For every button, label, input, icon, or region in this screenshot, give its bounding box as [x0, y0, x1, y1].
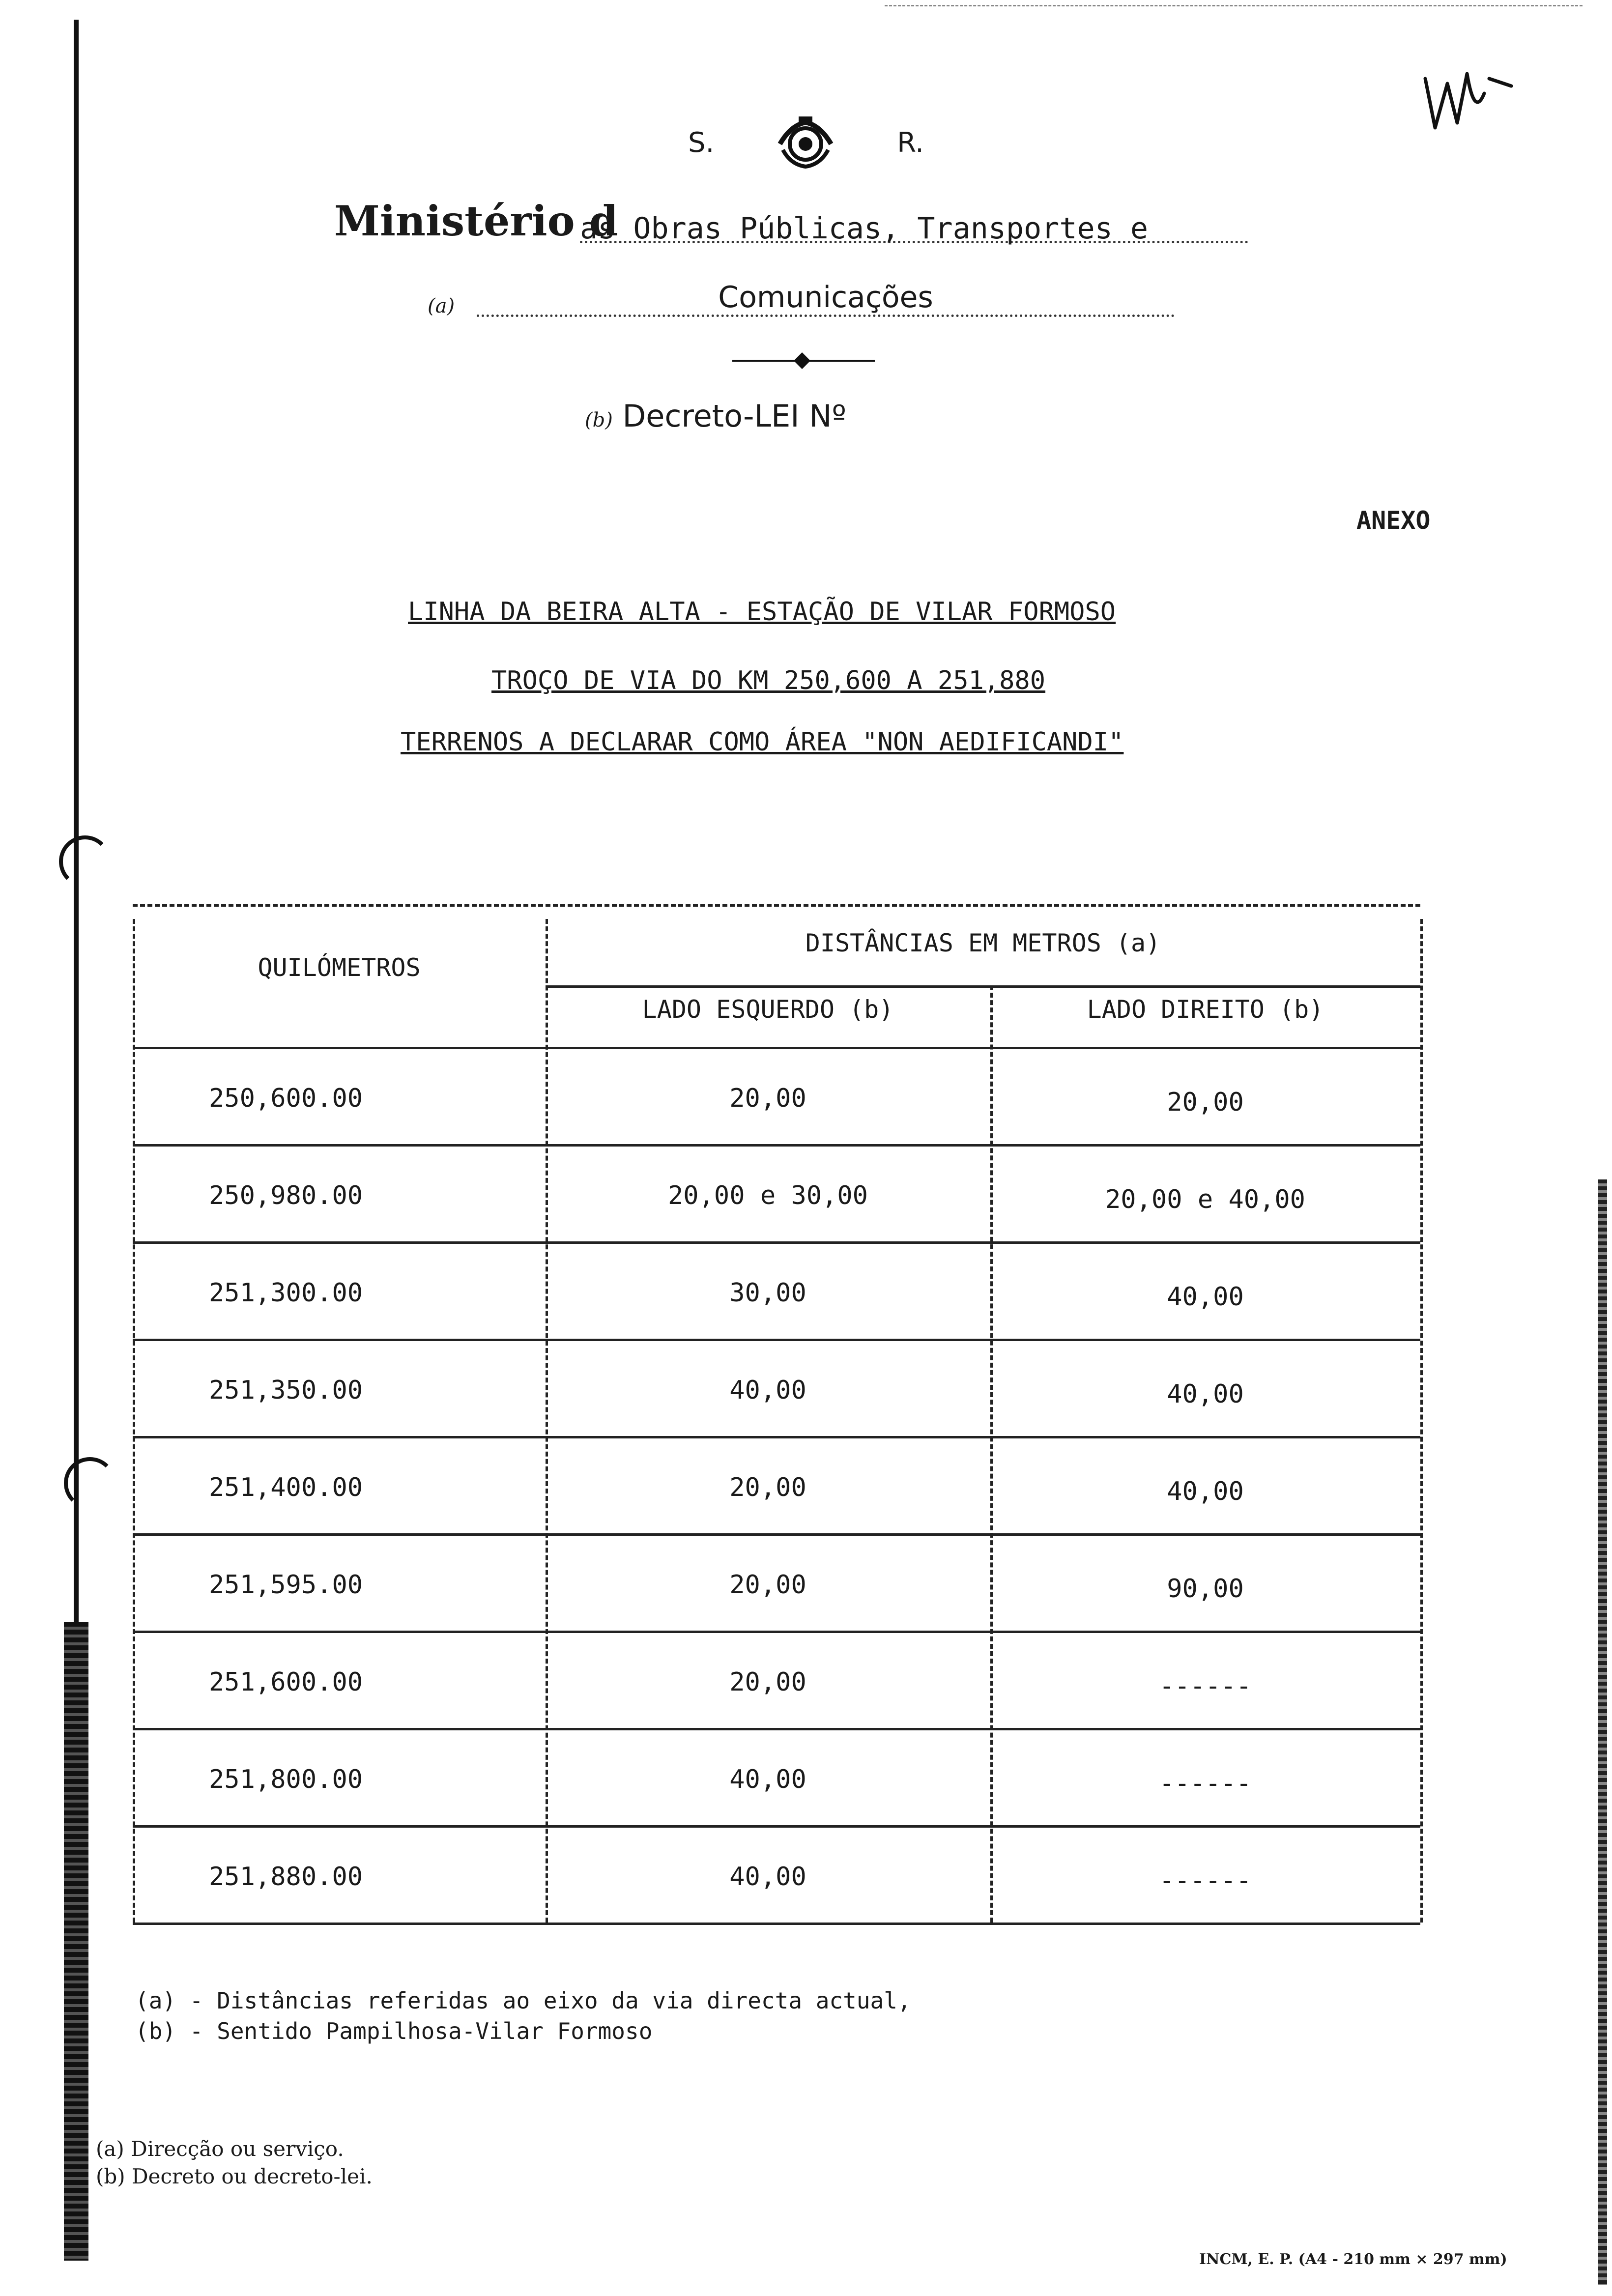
punch-hole-top [59, 835, 111, 888]
republic-header [688, 113, 924, 172]
right-scan-edge [1598, 1179, 1607, 2285]
table-row-rule [133, 1144, 1420, 1147]
row-4-left: 20,00 [729, 1473, 806, 1502]
row-8-right: ------ [1159, 1866, 1252, 1895]
handwritten-initials [1420, 64, 1519, 138]
row-1-km: 250,980.00 [209, 1181, 363, 1210]
header-bottom-rule [133, 1047, 1420, 1049]
title-line-2: TROÇO DE VIA DO KM 250,600 A 251,880 [491, 666, 1046, 695]
row-1-left: 20,00 e 30,00 [668, 1181, 868, 1210]
row-5-left: 20,00 [729, 1570, 806, 1600]
table-row-rule [133, 1339, 1420, 1341]
row-3-right: 40,00 [1167, 1379, 1244, 1409]
row-5-km: 251,595.00 [209, 1570, 363, 1600]
print-mark: INCM, E. P. (A4 - 210 mm × 297 mm) [1199, 2251, 1507, 2268]
row-6-km: 251,600.00 [209, 1667, 363, 1697]
row-4-right: 40,00 [1167, 1477, 1244, 1506]
punch-hole-bottom [64, 1457, 116, 1509]
field-marker-b: (b) [585, 409, 613, 431]
row-0-left: 20,00 [729, 1084, 806, 1113]
annex-label: ANEXO [1356, 506, 1431, 535]
coat-of-arms-icon [776, 115, 835, 170]
row-4-km: 251,400.00 [209, 1473, 363, 1502]
title-line-3: TERRENOS A DECLARAR COMO ÁREA "NON AEDIFICANDI" [401, 727, 1124, 757]
decree-line [585, 398, 846, 434]
table-row-rule [133, 1825, 1420, 1828]
header-group-rule [546, 985, 1420, 988]
row-0-km: 250,600.00 [209, 1084, 363, 1113]
ministry-subname-field: Comunicações [477, 280, 1175, 317]
binder-stitching [64, 1622, 88, 2261]
table-row-rule [133, 1923, 1420, 1925]
header-distances: DISTÂNCIAS EM METROS (a) [805, 929, 1161, 957]
table-right-rule [1420, 919, 1423, 1923]
row-7-right: ------ [1159, 1769, 1252, 1798]
row-2-left: 30,00 [729, 1278, 806, 1308]
ministry-label: Ministério d [334, 197, 618, 245]
row-2-right: 40,00 [1167, 1282, 1244, 1312]
header-right-side: LADO DIREITO (b) [1087, 995, 1324, 1024]
scan-top-edge [885, 5, 1583, 6]
row-3-km: 251,350.00 [209, 1376, 363, 1405]
divider-diamond-icon [794, 352, 810, 369]
row-7-left: 40,00 [729, 1765, 806, 1794]
header-letter-s: S. [688, 126, 715, 159]
row-5-right: 90,00 [1167, 1574, 1244, 1604]
row-6-left: 20,00 [729, 1667, 806, 1697]
row-6-right: ------ [1159, 1671, 1252, 1701]
note-a: (a) - Distâncias referidas ao eixo da via directa actual, [135, 1987, 911, 2014]
table-row-rule [133, 1241, 1420, 1244]
header-letter-r: R. [897, 126, 924, 159]
field-marker-a: (a) [428, 295, 455, 317]
row-3-left: 40,00 [729, 1376, 806, 1405]
row-2-km: 251,300.00 [209, 1278, 363, 1308]
footnote-b: (b) Decreto ou decreto-lei. [96, 2164, 373, 2188]
note-b: (b) - Sentido Pampilhosa-Vilar Formoso [135, 2018, 653, 2044]
table-row-rule [133, 1728, 1420, 1730]
decree-label: Decreto-LEI Nº [622, 398, 846, 434]
row-1-right: 20,00 e 40,00 [1105, 1185, 1305, 1214]
row-8-left: 40,00 [729, 1862, 806, 1892]
header-km: QUILÓMETROS [258, 953, 421, 982]
table-top-dashed-rule [133, 904, 1420, 907]
row-8-km: 251,880.00 [209, 1862, 363, 1892]
table-row-rule [133, 1436, 1420, 1438]
form-footnotes [96, 2135, 373, 2190]
footnote-a: (a) Direcção ou serviço. [96, 2137, 344, 2161]
row-0-right: 20,00 [1167, 1088, 1244, 1117]
table-row-rule [133, 1533, 1420, 1536]
ministry-name-field: as Obras Públicas, Transportes e [580, 211, 1248, 243]
table-row-rule [133, 1631, 1420, 1633]
header-left-side: LADO ESQUERDO (b) [642, 995, 894, 1024]
row-7-km: 251,800.00 [209, 1765, 363, 1794]
table-notes [135, 1985, 911, 2046]
table-left-rule [133, 919, 135, 1923]
title-line-1: LINHA DA BEIRA ALTA - ESTAÇÃO DE VILAR FORMOSO [408, 597, 1116, 627]
